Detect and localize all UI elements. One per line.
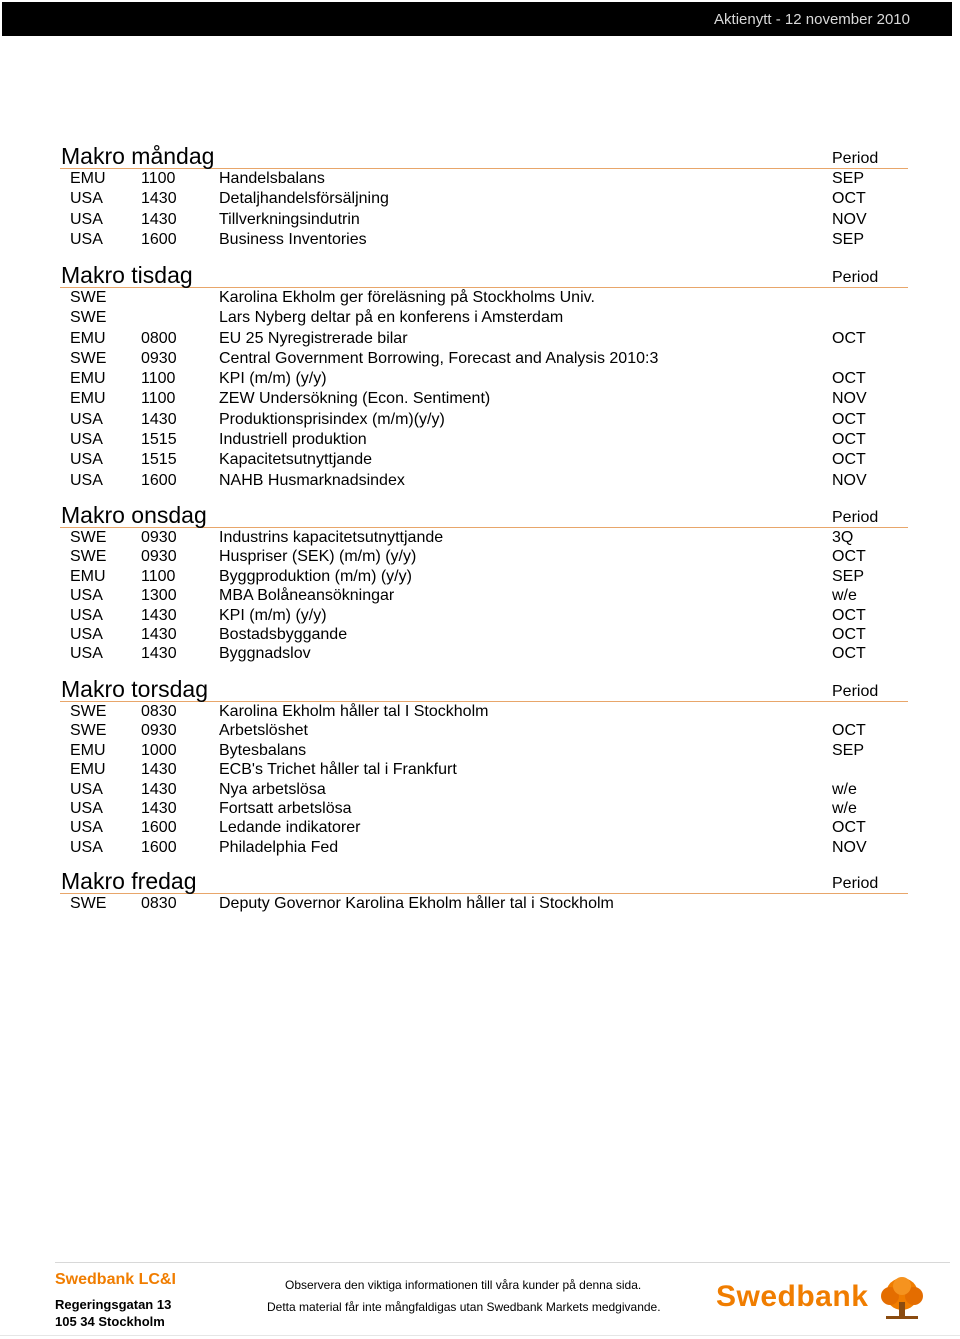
event-cell: MBA Bolåneansökningar	[219, 587, 395, 605]
oak-tree-icon	[878, 1276, 926, 1320]
period-cell: OCT	[832, 819, 866, 837]
section-title: Makro torsdag	[61, 676, 209, 702]
country-cell: USA	[70, 780, 103, 798]
event-cell: Fortsatt arbetslösa	[219, 799, 352, 817]
section-friday	[60, 867, 908, 913]
period-column-label: Period	[832, 150, 879, 167]
country-cell: EMU	[70, 761, 106, 779]
country-cell: USA	[70, 799, 103, 817]
event-cell: Karolina Ekholm håller tal I Stockholm	[219, 703, 489, 720]
time-cell: 1430	[141, 645, 177, 663]
country-cell: USA	[70, 230, 103, 248]
section-header	[60, 675, 908, 702]
country-cell: USA	[70, 190, 103, 208]
calendar-row	[60, 547, 908, 566]
period-cell: 3Q	[832, 529, 854, 546]
country-cell: USA	[70, 471, 103, 489]
section-wednesday	[60, 501, 908, 664]
event-cell: Karolina Ekholm ger föreläsning på Stockholms Univ.	[219, 289, 595, 306]
period-cell: OCT	[832, 431, 866, 449]
time-cell: 1515	[141, 451, 177, 469]
time-cell: 0830	[141, 703, 177, 720]
calendar-row	[60, 780, 908, 799]
footer-copyright-notice: Detta material får inte mångfaldigas utan Swedbank Markets medgivande.	[267, 1300, 661, 1314]
time-cell: 1430	[141, 606, 177, 624]
event-cell: Detaljhandelsförsäljning	[219, 190, 389, 208]
country-cell: EMU	[70, 170, 106, 187]
country-cell: USA	[70, 587, 103, 605]
calendar-row	[60, 625, 908, 644]
calendar-row	[60, 169, 908, 189]
calendar-rows	[60, 288, 908, 491]
period-cell: OCT	[832, 645, 866, 663]
calendar-row	[60, 308, 908, 328]
event-cell: Huspriser (SEK) (m/m) (y/y)	[219, 548, 417, 566]
country-cell: USA	[70, 606, 103, 624]
calendar-row	[60, 741, 908, 760]
footer-brand: Swedbank LC&I	[55, 1271, 176, 1288]
country-cell: SWE	[70, 289, 107, 306]
calendar-row	[60, 189, 908, 209]
country-cell: USA	[70, 210, 103, 228]
country-cell: EMU	[70, 741, 106, 759]
page-bottom-divider	[0, 1335, 960, 1336]
country-cell: USA	[70, 451, 103, 469]
calendar-row	[60, 471, 908, 491]
period-cell: SEP	[832, 230, 865, 248]
footer-address-street: Regeringsgatan 13	[55, 1297, 172, 1312]
calendar-row	[60, 450, 908, 470]
section-header	[60, 867, 908, 894]
calendar-row	[60, 644, 908, 663]
period-cell: OCT	[832, 190, 866, 208]
calendar-rows	[60, 169, 908, 250]
event-cell: Handelsbalans	[219, 170, 325, 187]
time-cell: 0930	[141, 529, 177, 546]
calendar-row	[60, 389, 908, 409]
section-thursday	[60, 675, 908, 857]
section-header	[60, 501, 908, 528]
calendar-row	[60, 838, 908, 857]
period-cell: w/e	[832, 587, 857, 605]
event-cell: Central Government Borrowing, Forecast and Analysis 2010:3	[219, 349, 659, 367]
time-cell: 1100	[141, 170, 176, 187]
event-cell: Byggnadslov	[219, 645, 311, 663]
time-cell: 0930	[141, 349, 177, 367]
time-cell: 1300	[141, 587, 177, 605]
calendar-row	[60, 410, 908, 430]
time-cell: 1515	[141, 431, 177, 449]
period-column-label: Period	[832, 509, 879, 526]
country-cell: SWE	[70, 703, 107, 720]
event-cell: Tillverkningsindutrin	[219, 210, 360, 228]
footer-disclaimer-notice: Observera den viktiga informationen till våra kunder på denna sida.	[285, 1278, 642, 1292]
country-cell: SWE	[70, 529, 107, 546]
event-cell: Bostadsbyggande	[219, 625, 348, 643]
period-cell: OCT	[832, 625, 866, 643]
time-cell: 0800	[141, 329, 177, 347]
header-bar	[2, 2, 952, 36]
time-cell: 1600	[141, 471, 177, 489]
calendar-row	[60, 349, 908, 369]
country-cell: EMU	[70, 370, 106, 388]
time-cell: 0930	[141, 722, 177, 740]
section-header	[60, 142, 908, 169]
section-header	[60, 261, 908, 288]
period-column-label: Period	[832, 875, 879, 892]
country-cell: USA	[70, 645, 103, 663]
event-cell: Byggproduktion (m/m) (y/y)	[219, 567, 412, 585]
event-cell: Nya arbetslösa	[219, 780, 326, 798]
calendar-row	[60, 760, 908, 779]
event-cell: ZEW Undersökning (Econ. Sentiment)	[219, 390, 491, 408]
time-cell: 1600	[141, 819, 177, 837]
period-cell: OCT	[832, 548, 866, 566]
calendar-row	[60, 329, 908, 349]
calendar-rows	[60, 528, 908, 664]
calendar-row	[60, 528, 908, 547]
time-cell: 1100	[141, 370, 176, 388]
period-cell: w/e	[832, 780, 857, 798]
calendar-row	[60, 586, 908, 605]
period-cell: OCT	[832, 370, 866, 388]
time-cell: 1100	[141, 567, 176, 585]
time-cell: 1430	[141, 799, 177, 817]
calendar-row	[60, 369, 908, 389]
calendar-row	[60, 210, 908, 230]
time-cell: 1430	[141, 210, 177, 228]
event-cell: Bytesbalans	[219, 741, 307, 759]
calendar-row	[60, 288, 908, 308]
event-cell: Business Inventories	[219, 230, 367, 248]
section-title: Makro fredag	[61, 868, 197, 894]
time-cell: 1430	[141, 625, 177, 643]
period-cell: NOV	[832, 390, 867, 408]
time-cell: 1600	[141, 230, 177, 248]
event-cell: KPI (m/m) (y/y)	[219, 370, 327, 388]
footer-address-city: 105 34 Stockholm	[55, 1314, 165, 1329]
calendar-row	[60, 799, 908, 818]
period-cell: OCT	[832, 410, 866, 428]
event-cell: Industriell produktion	[219, 431, 367, 449]
event-cell: KPI (m/m) (y/y)	[219, 606, 327, 624]
event-cell: NAHB Husmarknadsindex	[219, 471, 405, 489]
section-monday	[60, 142, 908, 250]
country-cell: SWE	[70, 349, 107, 367]
period-cell: w/e	[832, 799, 857, 817]
section-tuesday	[60, 261, 908, 491]
country-cell: SWE	[70, 548, 107, 566]
period-column-label: Period	[832, 269, 879, 286]
time-cell: 1430	[141, 761, 177, 779]
event-cell: Lars Nyberg deltar på en konferens i Amsterdam	[219, 309, 564, 327]
country-cell: USA	[70, 625, 103, 643]
time-cell: 1430	[141, 780, 177, 798]
footer-divider	[55, 1262, 950, 1263]
time-cell: 1430	[141, 190, 177, 208]
country-cell: SWE	[70, 309, 107, 327]
event-cell: Produktionsprisindex (m/m)(y/y)	[219, 410, 445, 428]
calendar-rows	[60, 894, 908, 913]
country-cell: EMU	[70, 390, 106, 408]
calendar-row	[60, 230, 908, 250]
period-cell: OCT	[832, 722, 866, 740]
calendar-row	[60, 818, 908, 837]
country-cell: USA	[70, 410, 103, 428]
event-cell: Philadelphia Fed	[219, 838, 339, 856]
calendar-row	[60, 430, 908, 450]
event-cell: Kapacitetsutnyttjande	[219, 451, 372, 469]
section-title: Makro måndag	[61, 143, 215, 169]
time-cell: 0930	[141, 548, 177, 566]
calendar-rows	[60, 702, 908, 857]
period-cell: SEP	[832, 170, 865, 187]
section-title: Makro tisdag	[61, 262, 193, 288]
period-cell: SEP	[832, 567, 865, 585]
swedbank-logo-text: Swedbank	[716, 1280, 869, 1313]
country-cell: EMU	[70, 567, 106, 585]
country-cell: SWE	[70, 722, 107, 740]
calendar-row	[60, 894, 908, 913]
country-cell: USA	[70, 838, 103, 856]
event-cell: Industrins kapacitetsutnyttjande	[219, 529, 444, 546]
period-cell: OCT	[832, 606, 866, 624]
document-title: Aktienytt - 12 november 2010	[714, 11, 910, 28]
time-cell: 1430	[141, 410, 177, 428]
period-cell: OCT	[832, 329, 866, 347]
period-cell: NOV	[832, 838, 867, 856]
event-cell: ECB's Trichet håller tal i Frankfurt	[219, 761, 457, 779]
period-column-label: Period	[832, 683, 879, 700]
time-cell: 1100	[141, 390, 176, 408]
period-cell: OCT	[832, 451, 866, 469]
event-cell: Deputy Governor Karolina Ekholm håller tal i Stockholm	[219, 895, 614, 912]
calendar-row	[60, 721, 908, 740]
section-title: Makro onsdag	[61, 502, 207, 528]
period-cell: SEP	[832, 741, 865, 759]
event-cell: Arbetslöshet	[219, 722, 308, 740]
period-cell: NOV	[832, 471, 867, 489]
calendar-row	[60, 606, 908, 625]
country-cell: SWE	[70, 895, 107, 912]
calendar-row	[60, 567, 908, 586]
time-cell: 0830	[141, 895, 177, 912]
time-cell: 1600	[141, 838, 177, 856]
calendar-row	[60, 702, 908, 721]
country-cell: USA	[70, 819, 103, 837]
event-cell: EU 25 Nyregistrerade bilar	[219, 329, 408, 347]
time-cell: 1000	[141, 741, 177, 759]
country-cell: EMU	[70, 329, 106, 347]
country-cell: USA	[70, 431, 103, 449]
event-cell: Ledande indikatorer	[219, 819, 361, 837]
period-cell: NOV	[832, 210, 867, 228]
